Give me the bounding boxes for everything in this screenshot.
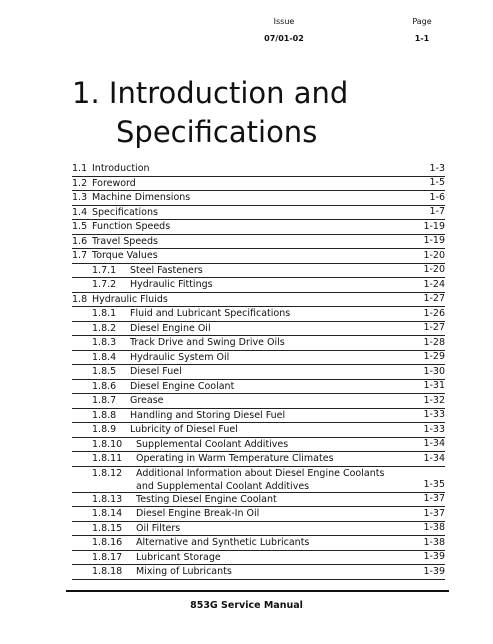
toc-entry-number: 1.8.10 xyxy=(92,438,123,450)
chapter-title xyxy=(72,74,348,152)
toc-entry-page: 1-24 xyxy=(423,278,445,290)
toc-entry-page: 1-34 xyxy=(423,438,445,449)
toc-entry-page: 1-27 xyxy=(423,322,445,333)
toc-entry-page: 1-27 xyxy=(423,293,445,304)
toc-entry-number: 1.8 xyxy=(72,293,88,305)
toc-entry[interactable] xyxy=(72,351,445,366)
toc-entry[interactable] xyxy=(72,220,445,235)
toc-entry[interactable] xyxy=(72,322,445,337)
toc-entry[interactable] xyxy=(72,409,445,424)
toc-entry-page: 1-19 xyxy=(423,235,445,246)
toc-entry-title-line: Fluid and Lubricant Specifications xyxy=(130,308,291,319)
toc-entry-title xyxy=(136,438,288,451)
toc-entry-number: 1.8.8 xyxy=(92,409,117,421)
toc-entry-title xyxy=(130,336,285,349)
toc-entry[interactable] xyxy=(72,177,445,192)
toc-entry-title xyxy=(130,264,203,277)
toc-entry-title xyxy=(136,522,180,535)
toc-entry-title xyxy=(130,278,213,291)
toc-entry-title xyxy=(136,493,277,506)
toc-entry-number: 1.8.15 xyxy=(92,522,123,534)
toc-entry-title xyxy=(92,249,158,262)
toc-entry-title xyxy=(130,322,211,335)
toc-entry-number: 1.5 xyxy=(72,221,88,232)
toc-entry-title xyxy=(92,293,168,306)
toc-entry[interactable] xyxy=(72,206,445,221)
toc-entry[interactable] xyxy=(72,293,445,308)
toc-entry-title-line: Torque Values xyxy=(92,250,158,261)
toc-entry-number: 1.8.2 xyxy=(92,322,117,334)
toc-entry-page: 1-7 xyxy=(429,206,445,217)
toc-entry-title xyxy=(130,365,182,378)
toc-entry[interactable] xyxy=(72,565,445,580)
toc-entry-number: 1.8.16 xyxy=(92,537,123,548)
toc-entry-number: 1.8.17 xyxy=(92,551,123,563)
toc-entry-page: 1-39 xyxy=(423,551,445,562)
toc-entry-title xyxy=(136,452,334,465)
toc-entry-number: 1.8.9 xyxy=(92,424,117,435)
toc-entry-number: 1.4 xyxy=(72,206,88,218)
toc-entry-number: 1.8.3 xyxy=(92,337,117,348)
toc-entry[interactable] xyxy=(72,423,445,438)
toc-entry-page: 1-39 xyxy=(423,565,445,577)
toc-entry-page: 1-20 xyxy=(423,249,445,261)
toc-entry-number: 1.7.2 xyxy=(92,279,117,290)
toc-entry-page: 1-29 xyxy=(423,351,445,362)
toc-entry-title-line: Alternative and Synthetic Lubricants xyxy=(136,537,310,548)
toc-entry-title-line: Lubricity of Diesel Fuel xyxy=(130,424,238,435)
toc-entry-number: 1.8.5 xyxy=(92,366,117,377)
toc-entry-title xyxy=(136,467,384,493)
toc-entry-title-line: Diesel Engine Oil xyxy=(130,322,211,334)
toc-entry-title-line: Lubricant Storage xyxy=(136,551,221,563)
toc-entry-page: 1-3 xyxy=(429,162,445,174)
toc-entry-title xyxy=(92,235,158,248)
toc-entry-number: 1.7.1 xyxy=(92,264,117,276)
toc-entry-title xyxy=(136,565,232,578)
page-number: 1-1 xyxy=(414,34,430,43)
toc-entry-title-line: Hydraulic Fittings xyxy=(130,279,213,290)
toc-entry-title-line: Introduction xyxy=(92,163,150,174)
toc-entry[interactable] xyxy=(72,438,445,453)
toc-entry-title-line: Diesel Fuel xyxy=(130,366,182,377)
toc-entry-title-line: and Supplemental Coolant Additives xyxy=(136,480,310,492)
chapter-title-line1: 1. Introduction and xyxy=(72,76,349,110)
toc-entry-title-line: Specifications xyxy=(92,206,158,218)
toc-entry-page: 1-31 xyxy=(423,380,445,391)
toc-entry[interactable] xyxy=(72,536,445,551)
toc-entry-title xyxy=(130,409,285,422)
toc-entry-number: 1.8.4 xyxy=(92,351,117,363)
toc-entry-title xyxy=(130,380,234,393)
toc-entry-title xyxy=(136,551,221,564)
toc-entry-page: 1-20 xyxy=(423,264,445,275)
toc-entry-page: 1-6 xyxy=(429,191,445,203)
toc-entry-title-line: Hydraulic Fluids xyxy=(92,293,168,305)
toc-entry-title xyxy=(92,206,158,219)
toc-entry-title-line: Travel Speeds xyxy=(92,235,158,247)
toc-entry-title-line: Handling and Storing Diesel Fuel xyxy=(130,409,286,421)
toc-entry-page: 1-33 xyxy=(423,423,445,435)
issue-label: Issue xyxy=(273,17,295,26)
toc-entry-title-line: Supplemental Coolant Additives xyxy=(136,438,289,450)
toc-entry-title-line: Function Speeds xyxy=(92,221,171,232)
toc-entry[interactable] xyxy=(72,264,445,279)
toc-entry-number: 1.2 xyxy=(72,177,88,189)
toc-entry-page: 1-5 xyxy=(429,177,445,188)
toc-entry-number: 1.8.11 xyxy=(92,453,123,464)
toc-entry-title-line: Machine Dimensions xyxy=(92,192,191,203)
toc-entry-page: 1-30 xyxy=(423,365,445,377)
toc-entry-title xyxy=(92,220,170,233)
toc-entry-title-line: Foreword xyxy=(92,177,136,189)
footer-divider xyxy=(66,590,449,592)
toc-entry[interactable] xyxy=(72,394,445,409)
issue-date: 07/01-02 xyxy=(264,34,304,43)
toc-entry[interactable] xyxy=(72,307,445,322)
toc-entry[interactable] xyxy=(72,452,445,467)
toc-entry[interactable] xyxy=(72,467,445,493)
toc-entry-title xyxy=(130,351,229,364)
toc-entry-page: 1-35 xyxy=(423,478,445,490)
toc-entry-page: 1-34 xyxy=(423,452,445,464)
toc-entry-number: 1.6 xyxy=(72,235,88,247)
toc-entry-title-line: Operating in Warm Temperature Climates xyxy=(136,453,334,464)
toc-entry-number: 1.8.14 xyxy=(92,508,123,519)
toc-entry[interactable] xyxy=(72,507,445,522)
toc-entry-title-line: Testing Diesel Engine Coolant xyxy=(136,493,277,505)
toc-entry[interactable] xyxy=(72,162,445,177)
toc-entry-title xyxy=(92,191,190,204)
toc-entry[interactable] xyxy=(72,522,445,537)
toc-entry-page: 1-33 xyxy=(423,409,445,420)
toc-entry-page: 1-26 xyxy=(423,307,445,319)
toc-entry-number: 1.8.18 xyxy=(92,566,123,577)
toc-entry-title xyxy=(92,162,150,175)
toc-entry-number: 1.3 xyxy=(72,192,88,203)
toc-entry[interactable] xyxy=(72,249,445,264)
toc-entry-number: 1.1 xyxy=(72,163,88,174)
toc-entry-number: 1.8.7 xyxy=(92,395,117,406)
toc-entry-page: 1-38 xyxy=(423,536,445,548)
toc-entry[interactable] xyxy=(72,551,445,566)
toc-entry[interactable] xyxy=(72,336,445,351)
manual-title: 853G Service Manual xyxy=(190,600,303,611)
toc-entry[interactable] xyxy=(72,235,445,250)
toc-entry-page: 1-19 xyxy=(423,220,445,232)
toc-entry[interactable] xyxy=(72,191,445,206)
chapter-title-line2: Specifications xyxy=(116,115,318,149)
toc-entry-number: 1.8.6 xyxy=(92,380,117,392)
toc-entry-title-line: Diesel Engine Coolant xyxy=(130,380,235,392)
toc-entry-title xyxy=(130,394,164,407)
toc-entry-number: 1.8.12 xyxy=(92,467,123,479)
toc-entry-title-line: Diesel Engine Break-In Oil xyxy=(136,508,260,519)
toc-entry-number: 1.8.13 xyxy=(92,493,123,505)
toc-entry[interactable] xyxy=(72,278,445,293)
toc-entry-title-line: Hydraulic System Oil xyxy=(130,351,230,363)
toc-entry-title xyxy=(136,536,309,549)
toc-entry-page: 1-28 xyxy=(423,336,445,348)
page-label: Page xyxy=(412,17,432,26)
toc-entry[interactable] xyxy=(72,380,445,395)
toc-entry-title-line: Track Drive and Swing Drive Oils xyxy=(130,337,285,348)
toc-entry-page: 1-37 xyxy=(423,493,445,504)
toc-entry-title xyxy=(92,177,136,190)
toc-entry-page: 1-37 xyxy=(423,507,445,519)
toc-entry-number: 1.7 xyxy=(72,250,88,261)
toc-entry-page: 1-38 xyxy=(423,522,445,533)
toc-entry-number: 1.8.1 xyxy=(92,308,117,319)
toc-entry-title-line: Oil Filters xyxy=(136,522,181,534)
toc-entry-title-line: Steel Fasteners xyxy=(130,264,203,276)
toc-entry-title xyxy=(136,507,259,520)
table-of-contents xyxy=(72,162,445,580)
toc-entry-title xyxy=(130,423,238,436)
toc-entry-title-line: Grease xyxy=(130,395,164,406)
toc-entry[interactable] xyxy=(72,493,445,508)
toc-entry-title xyxy=(130,307,290,320)
toc-entry-title-line: Additional Information about Diesel Engine Coolants xyxy=(136,467,385,479)
toc-entry[interactable] xyxy=(72,365,445,380)
toc-entry-title-line: Mixing of Lubricants xyxy=(136,566,232,577)
toc-entry-page: 1-32 xyxy=(423,394,445,406)
